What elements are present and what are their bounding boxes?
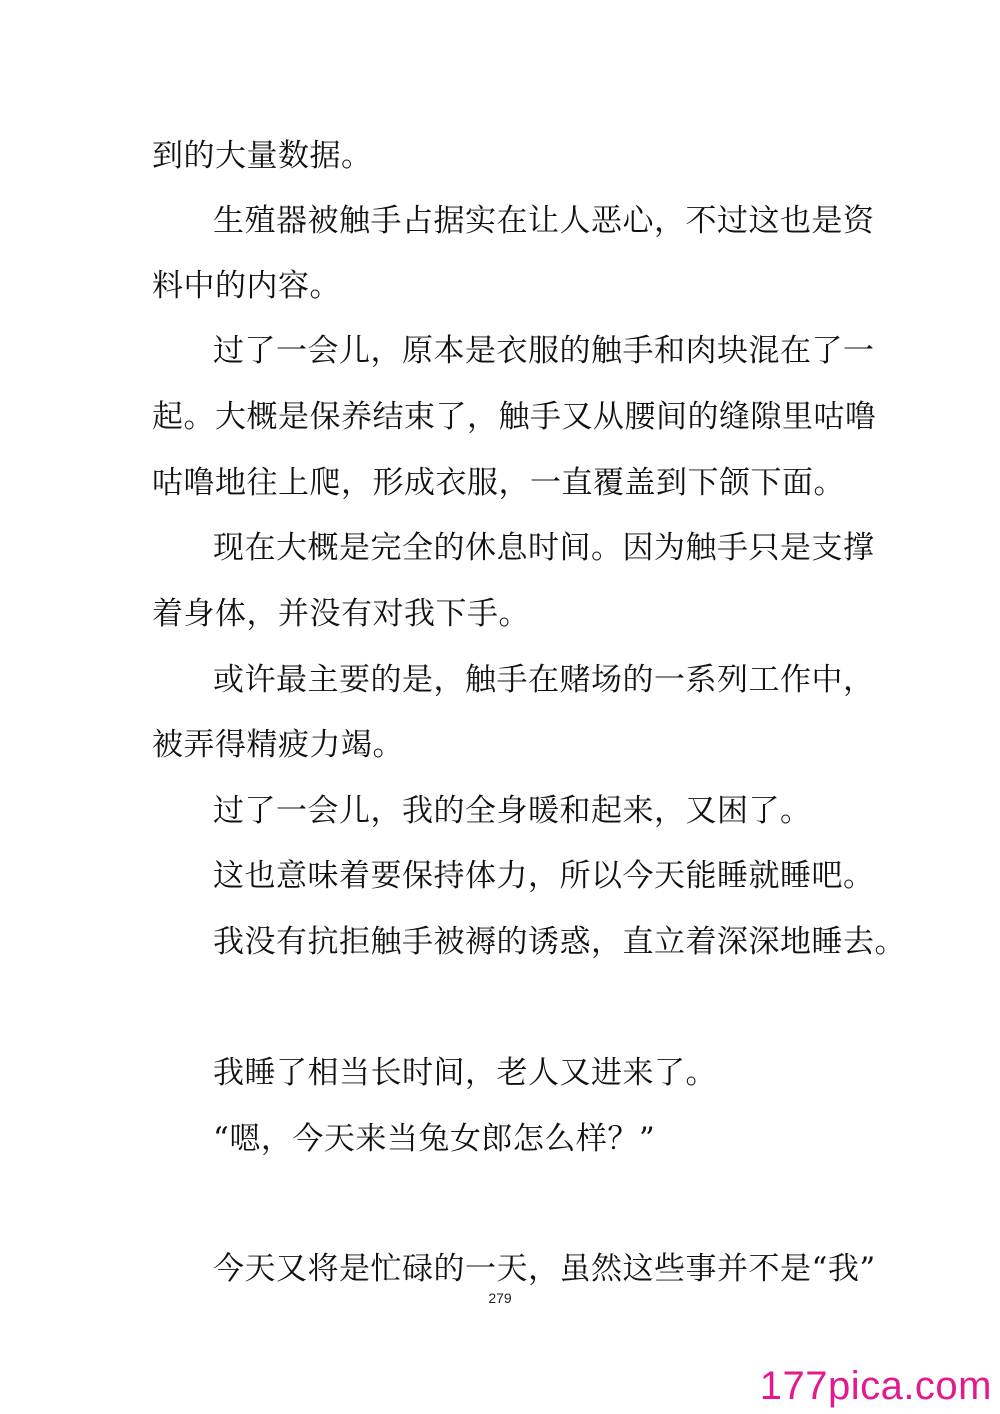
text-line-10: 被弄得精疲力竭。 (152, 727, 404, 763)
text-line-13: 我没有抗拒触手被褥的诱惑，直立着深深地睡去。 (213, 924, 906, 960)
text-line-6: 咕噜地往上爬，形成衣服，一直覆盖到下颌下面。 (152, 465, 845, 501)
text-line-3: 料中的内容。 (152, 268, 341, 304)
text-line-5: 起。大概是保养结束了，触手又从腰间的缝隙里咕噜 (152, 399, 877, 435)
text-line-12: 这也意味着要保持体力，所以今天能睡就睡吧。 (213, 858, 875, 894)
text-line-11: 过了一会儿，我的全身暖和起来，又困了。 (213, 793, 812, 829)
text-line-16: 今天又将是忙碌的一天，虽然这些事并不是“我” (213, 1251, 876, 1287)
text-line-8: 着身体，并没有对我下手。 (152, 596, 530, 632)
text-line-1: 到的大量数据。 (152, 138, 373, 174)
text-line-15: “嗯，今天来当兔女郎怎么样？” (213, 1121, 656, 1157)
text-line-7: 现在大概是完全的休息时间。因为触手只是支撑 (213, 530, 875, 566)
text-line-9: 或许最主要的是，触手在赌场的一系列工作中， (213, 662, 875, 698)
text-line-2: 生殖器被触手占据实在让人恶心，不过这也是资 (213, 203, 875, 239)
page-number: 279 (488, 1290, 512, 1306)
text-line-14: 我睡了相当长时间，老人又进来了。 (213, 1055, 717, 1091)
text-line-4: 过了一会儿，原本是衣服的触手和肉块混在了一 (213, 333, 875, 369)
watermark: 177pica.com (759, 1364, 992, 1408)
